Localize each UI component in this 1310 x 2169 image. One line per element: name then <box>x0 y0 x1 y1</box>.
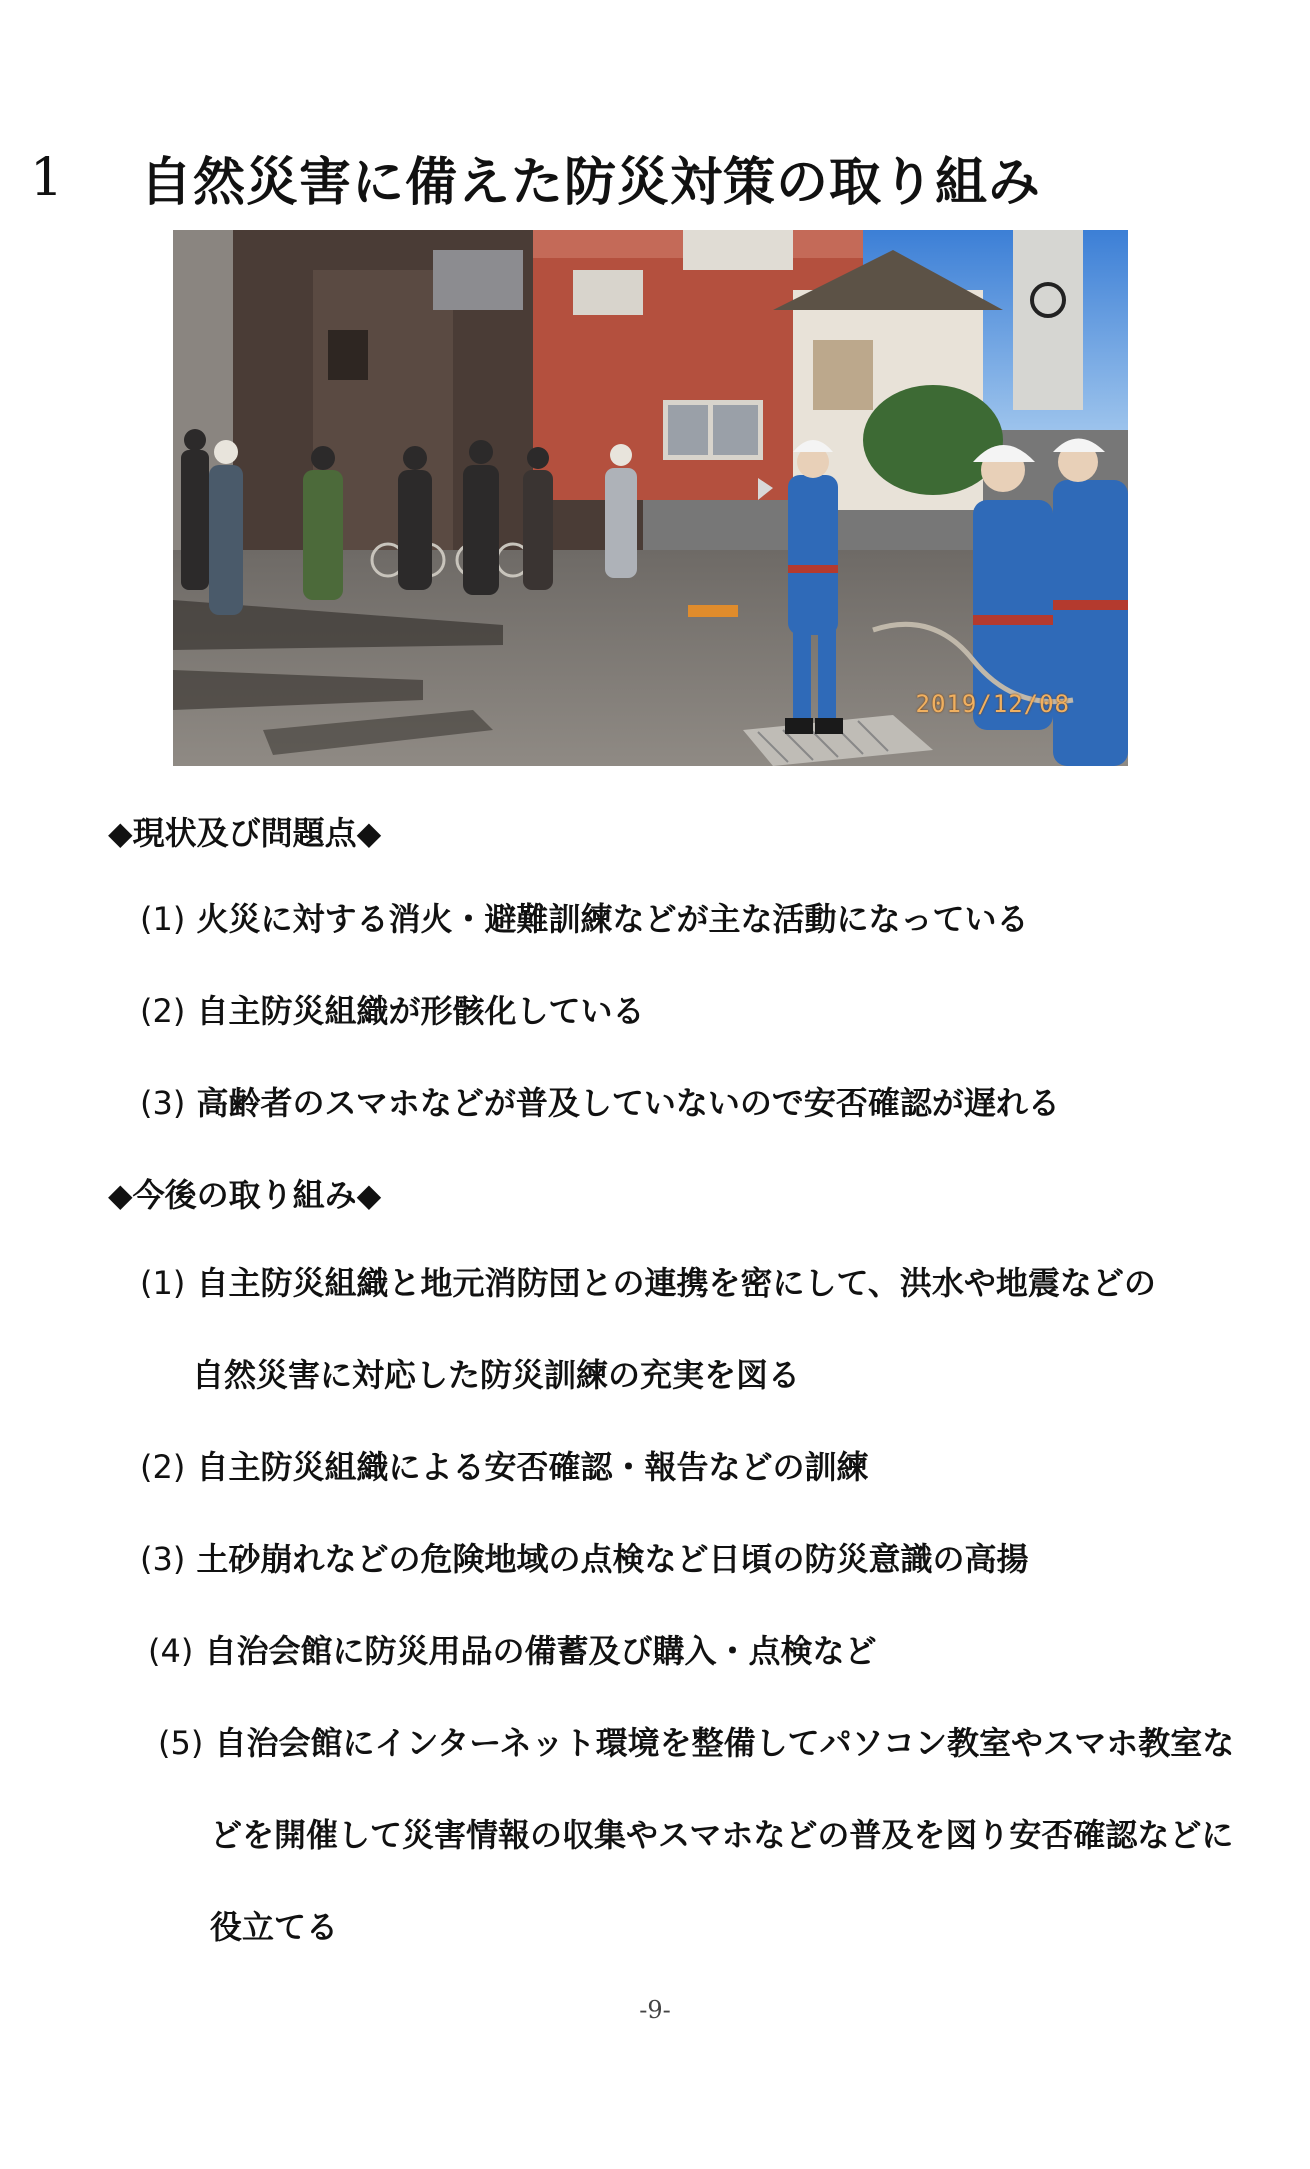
item-label: (2) <box>140 1448 186 1486</box>
future-action-item-1 <box>140 1258 1156 1304</box>
item-label: (1) <box>140 900 186 938</box>
item-label: (2) <box>140 992 186 1030</box>
future-action-item-5-continuation: どを開催して災害情報の収集やスマホなどの普及を図り安否確認などに <box>210 1816 1234 1854</box>
photo-date-stamp: 2019/12/08 <box>915 690 1070 718</box>
future-action-item-5 <box>158 1718 1234 1764</box>
item-text: 高齢者のスマホなどが普及していないので安否確認が遅れる <box>196 1084 1060 1122</box>
item-label: (3) <box>140 1084 186 1122</box>
current-status-item-1 <box>140 894 1028 940</box>
item-text: 自主防災組織が形骸化している <box>196 992 645 1030</box>
section-heading <box>30 140 1041 215</box>
item-label: (4) <box>148 1632 194 1670</box>
item-text: 自主防災組織による安否確認・報告などの訓練 <box>196 1448 869 1486</box>
item-label: (5) <box>158 1724 204 1762</box>
future-action-item-1-continuation: 自然災害に対応した防災訓練の充実を図る <box>192 1356 801 1394</box>
future-action-item-2 <box>140 1442 868 1488</box>
item-text: 自治会館にインターネット環境を整備してパソコン教室やスマホ教室な <box>214 1724 1235 1762</box>
section-number: 1 <box>30 147 65 208</box>
item-text: 土砂崩れなどの危険地域の点検など日頃の防災意識の高揚 <box>196 1540 1029 1578</box>
future-action-item-3 <box>140 1534 1028 1580</box>
item-text: 火災に対する消火・避難訓練などが主な活動になっている <box>196 900 1029 938</box>
drill-photo <box>173 230 1128 766</box>
future-action-item-5-continuation-2: 役立てる <box>210 1908 339 1946</box>
current-status-item-3 <box>140 1078 1060 1124</box>
item-label: (1) <box>140 1264 186 1302</box>
item-label: (3) <box>140 1540 186 1578</box>
future-action-item-4 <box>148 1626 876 1672</box>
current-status-heading: ◆現状及び問題点◆ <box>108 814 382 852</box>
current-status-item-2 <box>140 986 644 1032</box>
section-title: 自然災害に備えた防災対策の取り組み <box>140 153 1042 213</box>
future-actions-heading: ◆今後の取り組み◆ <box>108 1176 382 1214</box>
item-text: 自主防災組織と地元消防団との連携を密にして、洪水や地震などの <box>196 1264 1156 1302</box>
drill-photo-image <box>173 230 1128 766</box>
item-text: 自治会館に防災用品の備蓄及び購入・点検など <box>204 1632 877 1670</box>
page-number: -9- <box>639 1996 671 2024</box>
